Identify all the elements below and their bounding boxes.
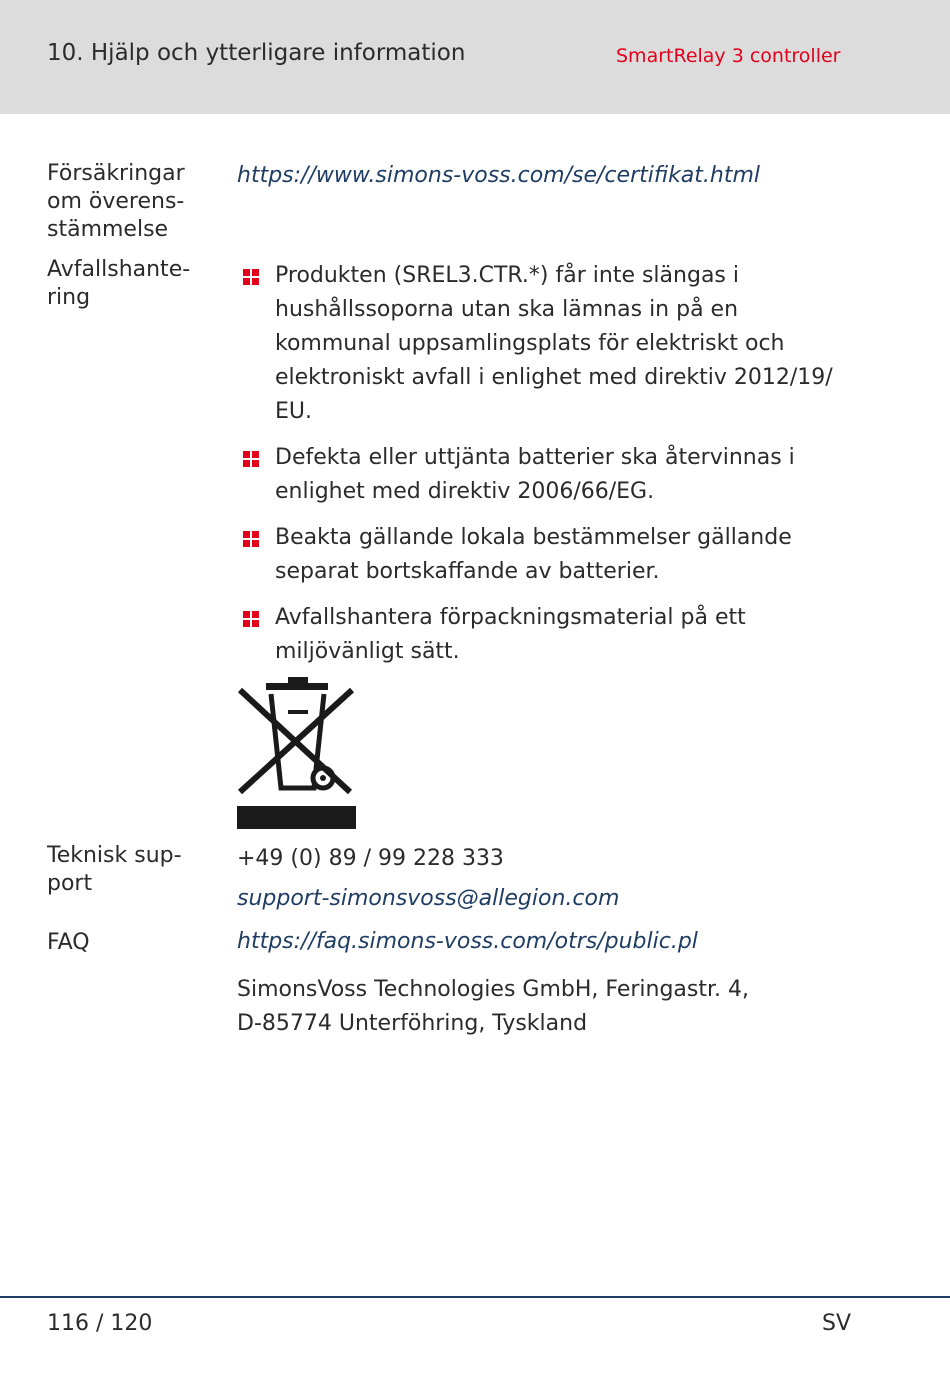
- disposal-label: Avfallshante- ring: [47, 257, 191, 310]
- page-header: [0, 0, 950, 114]
- support-phone[interactable]: +49 (0) 89 / 99 228 333: [237, 846, 504, 871]
- support-email-link[interactable]: support-simonsvoss@allegion.com: [237, 886, 620, 911]
- product-name: SmartRelay 3 controller: [616, 45, 841, 67]
- page-number: 116 / 120: [47, 1311, 153, 1336]
- bullet-icon: [243, 451, 259, 467]
- bullet-icon: [243, 531, 259, 547]
- weee-crossed-bin-icon: [236, 676, 358, 830]
- faq-link[interactable]: https://faq.simons-voss.com/otrs/public.pl: [237, 929, 698, 954]
- bullet-icon: [243, 611, 259, 627]
- certificates-label: Försäkringar om överens- stämmelse: [47, 161, 185, 242]
- language-code: SV: [822, 1311, 852, 1336]
- bullet-icon: [243, 269, 259, 285]
- footer-divider: [0, 1296, 950, 1298]
- chapter-title: 10. Hjälp och ytterligare information: [47, 40, 466, 66]
- certificates-link[interactable]: https://www.simons-voss.com/se/certifikat.html: [237, 163, 761, 188]
- faq-label: FAQ: [47, 930, 90, 955]
- support-label: Teknisk sup- port: [47, 843, 182, 896]
- company-address: SimonsVoss Technologies GmbH, Feringastr. 4, D-85774 Unterföhring, Tyskland: [237, 977, 750, 1036]
